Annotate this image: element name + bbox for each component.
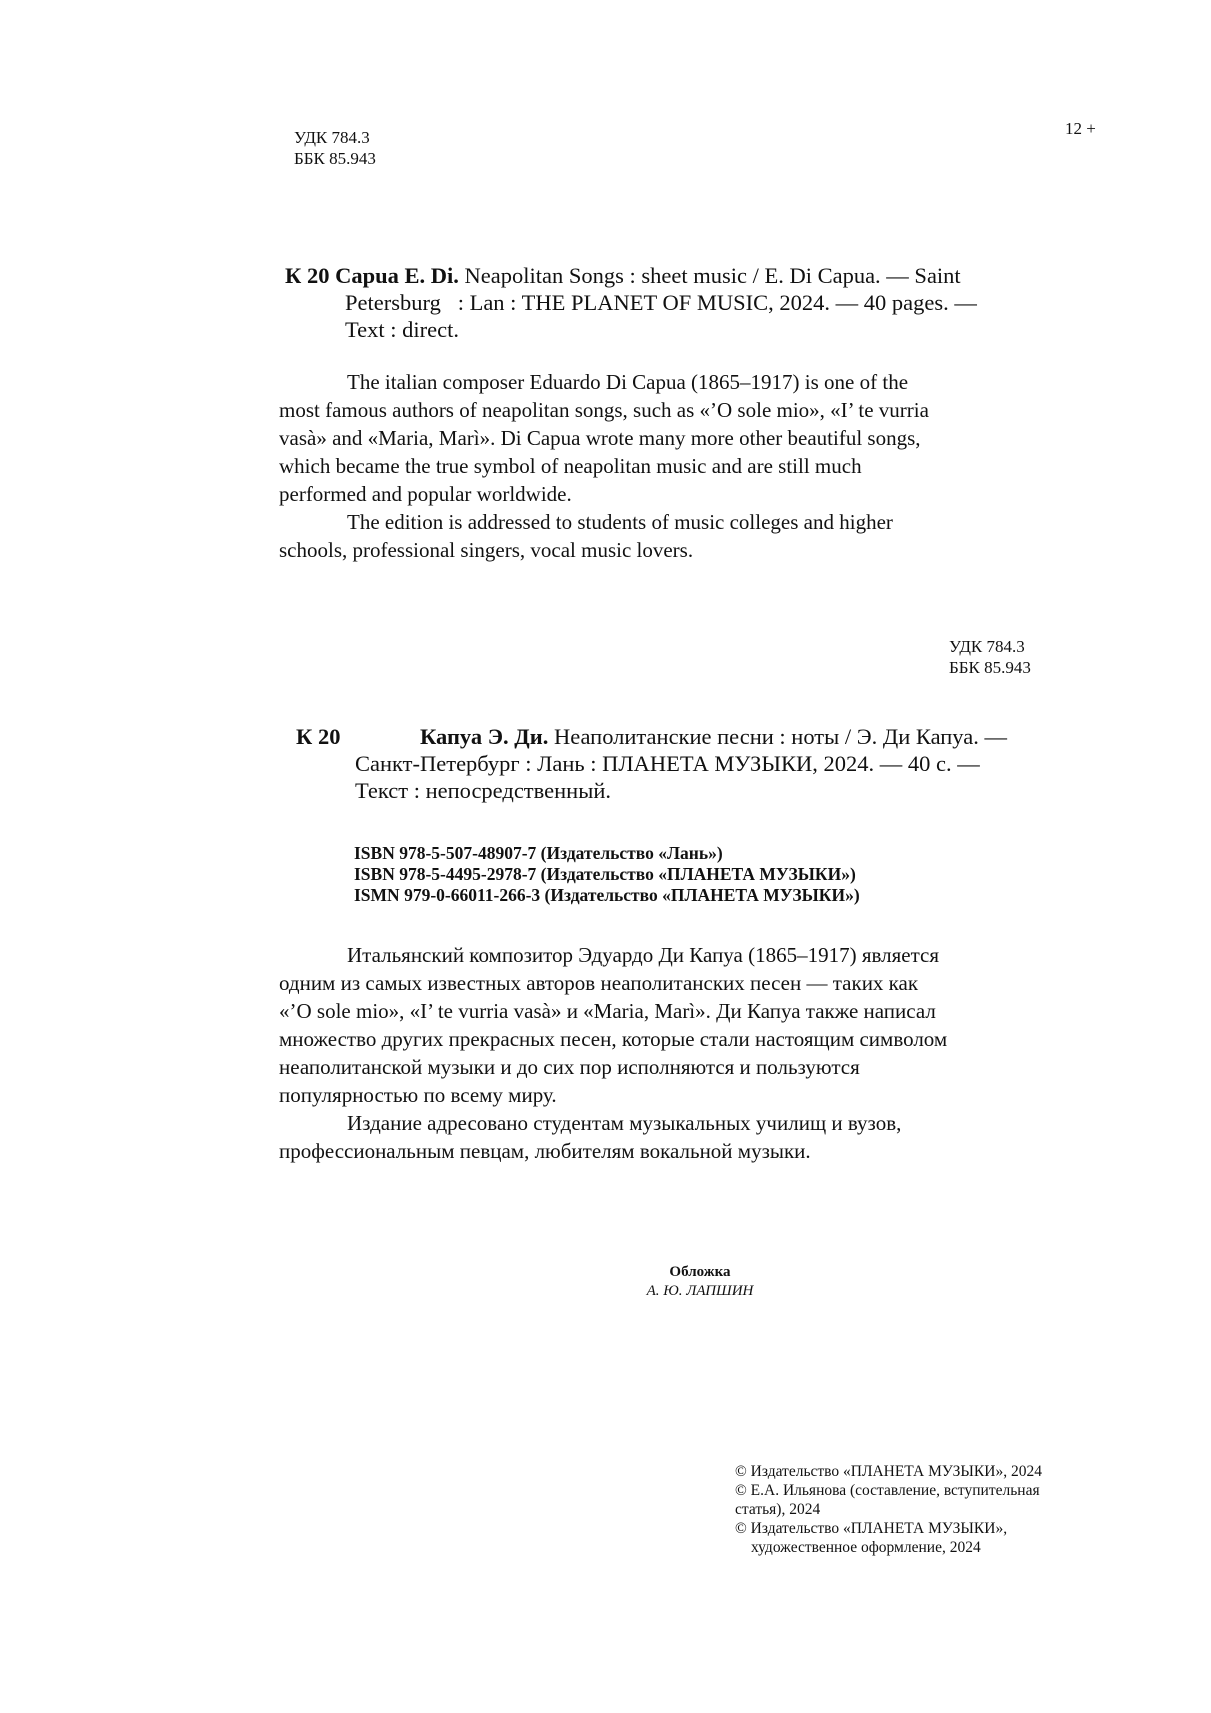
copyright-line: © Е.А. Ильянова (составление, вступительная (735, 1482, 1040, 1499)
english-entry-line3: Text : direct. (345, 317, 460, 342)
udk-code: УДК 784.3 (294, 128, 370, 147)
udk-code: УДК 784.3 (949, 637, 1025, 656)
russian-entry-line2: Санкт-Петербург : Лань : ПЛАНЕТА МУЗЫКИ, 2024. — 40 с. — (355, 751, 980, 776)
russian-abstract-line: популярностью по всему миру. (279, 1083, 557, 1107)
russian-entry-author: Капуа Э. Ди. (420, 724, 549, 749)
russian-abstract-line: Итальянский композитор Эдуардо Ди Капуа (1865–1917) является (347, 943, 940, 967)
english-bibliographic-entry (285, 262, 1085, 343)
english-entry-author: Capua E. Di. (335, 263, 459, 288)
english-abstract-line: most famous authors of neapolitan songs, such as «’O sole mio», «I’ te vurria (279, 398, 929, 422)
bbk-code: ББК 85.943 (949, 658, 1031, 677)
isbn-list (354, 843, 860, 906)
russian-entry-code: К 20 (296, 724, 341, 749)
russian-entry-title: Неаполитанские песни : ноты / Э. Ди Капуа. — (553, 724, 1007, 749)
english-entry-code: К 20 (285, 263, 330, 288)
copyright-block (735, 1462, 1095, 1557)
copyright-line: © Издательство «ПЛАНЕТА МУЗЫКИ», 2024 (735, 1463, 1042, 1480)
russian-abstract-line: профессиональным певцам, любителям вокальной музыки. (279, 1139, 811, 1163)
isbn-line: ISBN 978-5-4495-2978-7 (Издательство «ПЛАНЕТА МУЗЫКИ») (354, 864, 856, 884)
copyright-line: © Издательство «ПЛАНЕТА МУЗЫКИ», (735, 1520, 1008, 1537)
english-abstract-line: The italian composer Eduardo Di Capua (1865–1917) is one of the (347, 370, 909, 394)
russian-abstract-line: неаполитанской музыки и до сих пор исполняются и пользуются (279, 1055, 860, 1079)
cover-credit (600, 1263, 800, 1301)
english-entry-title: Neapolitan Songs : sheet music / E. Di Capua. — Saint (464, 263, 961, 288)
top-classification (294, 127, 376, 169)
english-abstract (279, 368, 1019, 564)
russian-abstract-line: множество других прекрасных песен, которые стали настоящим символом (279, 1027, 948, 1051)
english-entry-line2: Petersburg : Lan : THE PLANET OF MUSIC, 2024. — 40 pages. — (345, 290, 977, 315)
russian-abstract (279, 941, 1019, 1165)
ismn-line: ISMN 979-0-66011-266-3 (Издательство «ПЛАНЕТА МУЗЫКИ») (354, 885, 860, 905)
age-rating: 12 + (1065, 119, 1096, 138)
russian-classification (949, 636, 1031, 678)
russian-abstract-line: «’O sole mio», «I’ te vurria vasà» и «Maria, Marì». Ди Капуа также написал (279, 999, 936, 1023)
copyright-line: художественное оформление, 2024 (751, 1539, 981, 1556)
english-abstract-line: The edition is addressed to students of music colleges and higher (347, 510, 893, 534)
cover-credit-label: Обложка (669, 1264, 731, 1280)
cover-credit-name: А. Ю. ЛАПШИН (646, 1283, 754, 1299)
russian-entry-line3: Текст : непосредственный. (355, 778, 611, 803)
english-abstract-line: schools, professional singers, vocal music lovers. (279, 538, 694, 562)
english-abstract-line: performed and popular worldwide. (279, 482, 572, 506)
russian-abstract-line: одним из самых известных авторов неаполитанских песен — таких как (279, 971, 919, 995)
russian-abstract-line: Издание адресовано студентам музыкальных училищ и вузов, (347, 1111, 902, 1135)
english-abstract-line: which became the true symbol of neapolitan music and are still much (279, 454, 862, 478)
copyright-line: статья), 2024 (735, 1501, 821, 1518)
bbk-code: ББК 85.943 (294, 149, 376, 168)
english-abstract-line: vasà» and «Maria, Marì». Di Capua wrote many more other beautiful songs, (279, 426, 921, 450)
russian-bibliographic-entry (296, 723, 1096, 804)
isbn-line: ISBN 978-5-507-48907-7 (Издательство «Лань») (354, 843, 723, 863)
